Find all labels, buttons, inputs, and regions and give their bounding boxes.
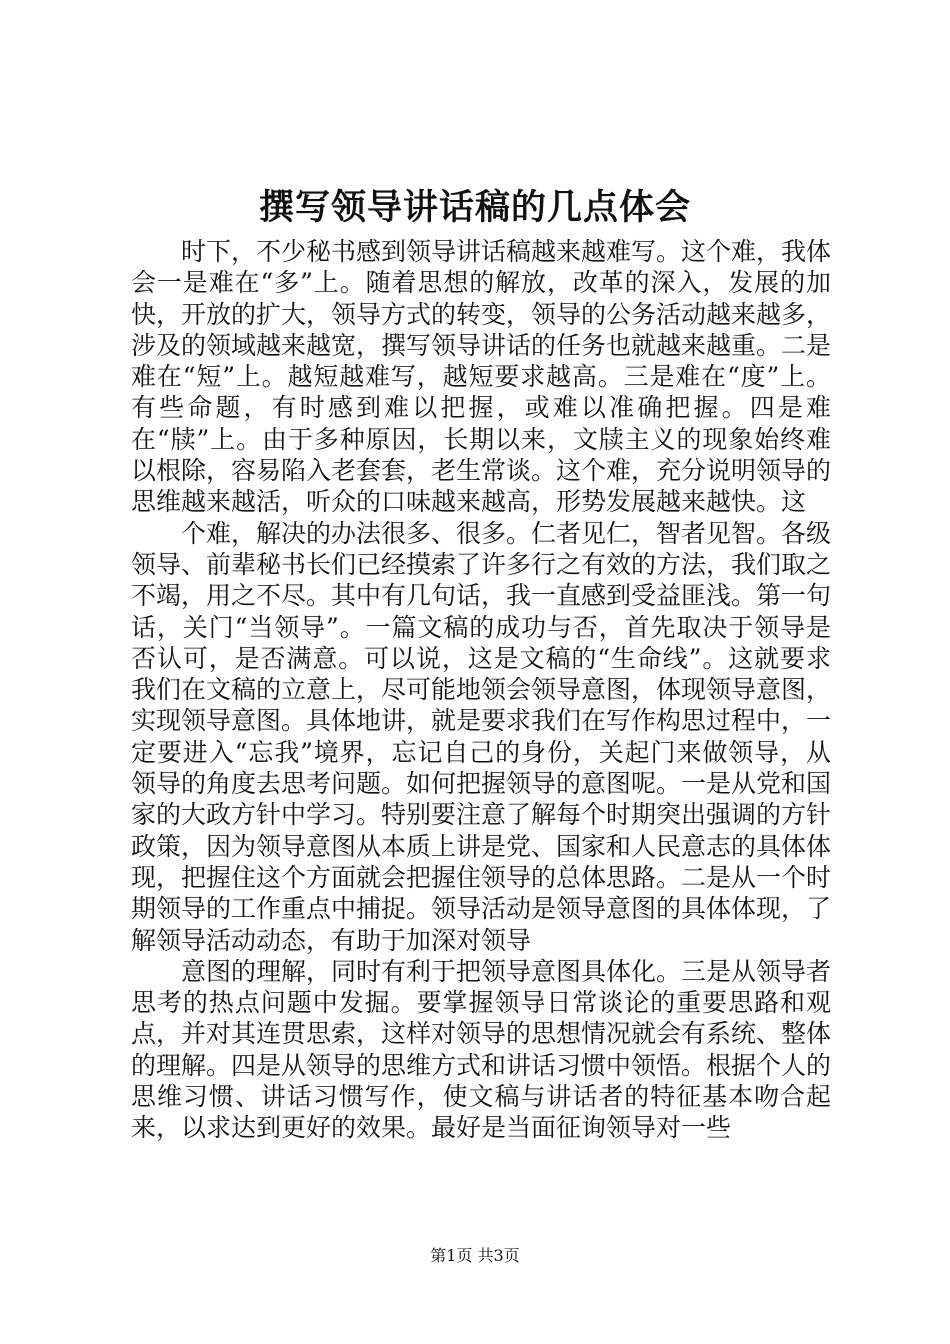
paragraph-1: 时下，不少秘书感到领导讲话稿越来越难写。这个难，我体会一是难在“多”上。随着思想的解放，改革的深入，发展的加快，开放的扩大，领导方式的转变，领导的公务活动越来越多，涉及的领域越来越宽，撰写领导讲话的任务也就越来越重。二是难在“短”上。越短越难写，越短要求越高。三是难在“度”上。有些命题，有时感到难以把握，或难以准确把握。四是难在“牍”上。由于多种原因，长期以来，文牍主义的现象始终难以根除，容易陷入老套套，老生常谈。这个难，充分说明领导的思维越来越活，听众的口味越来越高，形势发展越来越快。这 [131, 237, 832, 517]
document-body [131, 236, 831, 1144]
page-footer: 第1页 共3页 [430, 1246, 520, 1265]
document-title: 撰写领导讲话稿的几点体会 [258, 188, 691, 228]
paragraph-3: 意图的理解，同时有利于把领导意图具体化。三是从领导者思考的热点问题中发掘。要掌握领导日常谈论的重要思路和观点，并对其连贯思索，这样对领导的思想情况就会有系统、整体的理解。四是从领导的思维方式和讲话习惯中领悟。根据个人的思维习惯、讲话习惯写作，使文稿与讲话者的特征基本吻合起来，以求达到更好的效果。最好是当面征询领导对一些 [131, 956, 832, 1143]
paragraph-2: 个难，解决的办法很多、很多。仁者见仁，智者见智。各级领导、前辈秘书长们已经摸索了许多行之有效的方法，我们取之不竭，用之不尽。其中有几句话，我一直感到受益匪浅。第一句话，关门“当领导”。一篇文稿的成功与否，首先取决于领导是否认可，是否满意。可以说，这是文稿的“生命线”。这就要求我们在文稿的立意上，尽可能地领会领导意图，体现领导意图，实现领导意图。具体地讲，就是要求我们在写作构思过程中，一定要进入“忘我”境界，忘记自己的身份，关起门来做领导，从领导的角度去思考问题。如何把握领导的意图呢。一是从党和国家的大政方针中学习。特别要注意了解每个时期突出强调的方针政策，因为领导意图从本质上讲是党、国家和人民意志的具体体现，把握住这个方面就会把握住领导的总体思路。二是从一个时期领导的工作重点中捕捉。领导活动是领导意图的具体体现，了解领导活动动态，有助于加深对领导 [131, 518, 832, 955]
